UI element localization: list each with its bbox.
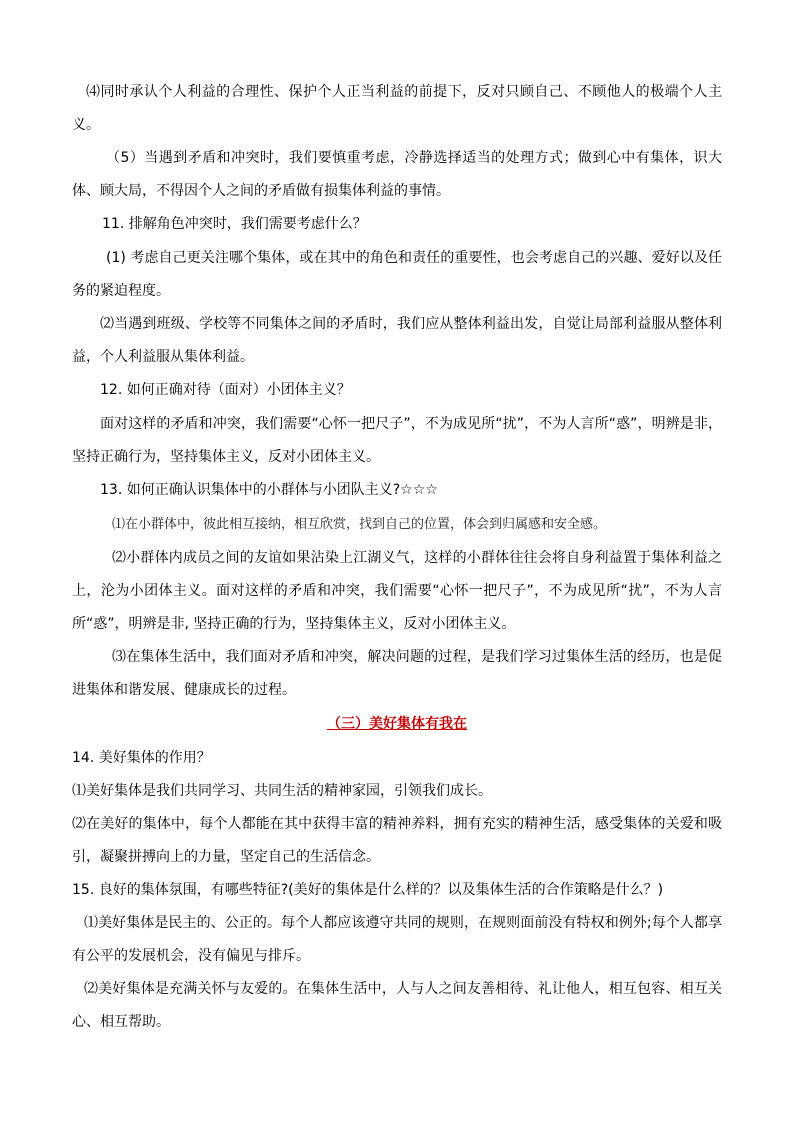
question-12: 12. 如何正确对待（面对）小团体主义？ (100, 382, 351, 398)
paragraph-item-4: ⑷同时承认个人利益的合理性、保护个人正当利益的前提下，反对只顾自己、不顾他人的极端个人主义。 (72, 84, 722, 133)
question-15: 15. 良好的集体氛围，有哪些特征?(美好的集体是什么样的？以及集体生活的合作策略是什么？) (72, 882, 664, 898)
q14-answer-1: ⑴美好集体是我们共同学习、共同生活的精神家园，引领我们成长。 (72, 783, 492, 799)
q11-answer-1: (1) 考虑自己更关注哪个集体，或在其中的角色和责任的重要性，也会考虑自己的兴趣、爱好以及任务的紧迫程度。 (72, 250, 722, 299)
q13-answer-3: ⑶在集体生活中，我们面对矛盾和冲突，解决问题的过程，是我们学习过集体生活的经历，也是促进集体和谐发展、健康成长的过程。 (72, 649, 722, 698)
q13-answer-2: ⑵小群体内成员之间的友谊如果沾染上江湖义气，这样的小群体往往会将自身利益置于集体利益之上，沦为小团体主义。面对这样的矛盾和冲突，我们需要“心怀一把尺子”，不为成见所“扰”，不为人言所“惑”，明辨是非, 坚持正确的行为，坚持集体主义，反对小团体主义。 (72, 550, 722, 632)
question-11: 11. 排解角色冲突时，我们需要考虑什么？ (102, 216, 367, 232)
q14-answer-2: ⑵在美好的集体中，每个人都能在其中获得丰富的精神养料，拥有充实的精神生活，感受集体的关爱和吸引，凝聚拼搏向上的力量，坚定自己的生活信念。 (72, 816, 722, 865)
question-13: 13. 如何正确认识集体中的小群体与小团队主义?☆☆☆ (100, 482, 438, 498)
question-14: 14. 美好集体的作用？ (72, 750, 211, 766)
q15-answer-1: ⑴美好集体是民主的、公正的。每个人都应该遵守共同的规则，在规则面前没有特权和例外;每个人都享有公平的发展机会，没有偏见与排斥。 (72, 915, 722, 964)
paragraph-item-5: （5）当遇到矛盾和冲突时，我们要慎重考虑，冷静选择适当的处理方式；做到心中有集体，识大体、顾大局，不得因个人之间的矛盾做有损集体利益的事情。 (72, 150, 722, 199)
section-title: （三）美好集体有我在 (327, 716, 467, 732)
q15-answer-2: ⑵美好集体是充满关怀与友爱的。在集体生活中，人与人之间友善相待、礼让他人，相互包容、相互关心、相互帮助。 (72, 981, 722, 1030)
q11-answer-2: ⑵当遇到班级、学校等不同集体之间的矛盾时，我们应从整体利益出发，自觉让局部利益服从整体利益，个人利益服从集体利益。 (72, 316, 722, 365)
q12-answer: 面对这样的矛盾和冲突，我们需要“心怀一把尺子”，不为成见所“扰”，不为人言所“惑”，明辨是非，坚持正确行为，坚持集体主义，反对小团体主义。 (72, 416, 722, 465)
q13-answer-1: ⑴在小群体中，彼此相互接纳，相互欣赏，找到自己的位置，体会到归属感和安全感。 (112, 517, 607, 532)
